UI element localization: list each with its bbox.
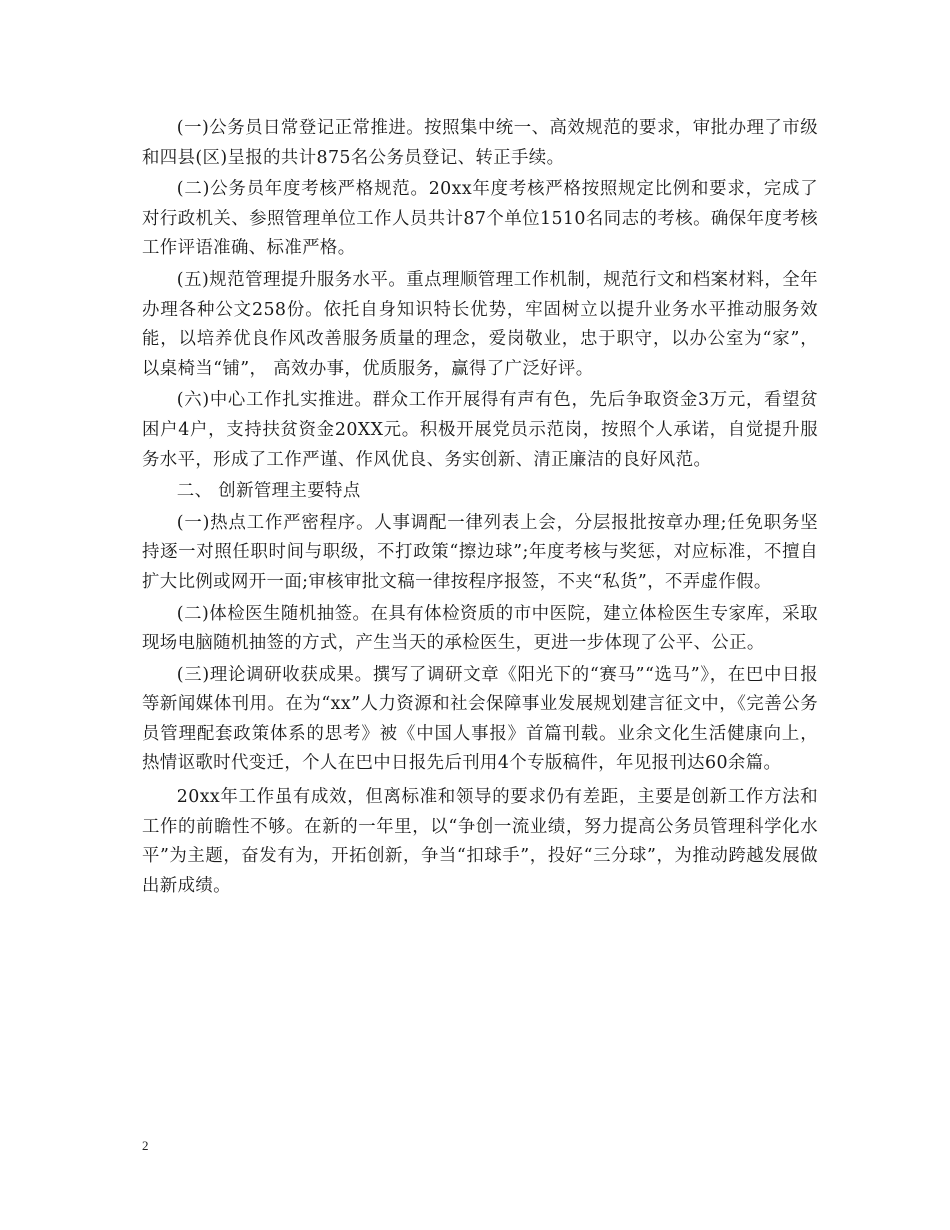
page-number: 2 bbox=[142, 1138, 149, 1153]
document-body bbox=[142, 114, 818, 903]
paragraph-service-management: (五)规范管理提升服务水平。重点理顺管理工作机制，规范行文和档案材料，全年办理各种公文258份。依托自身知识特长优势，牢固树立以提升业务水平推动服务效能，以培养优良作风改善服务质量的理念，爱岗敬业，忠于职守，以办公室为“家”，以桌椅当“铺”， 高效办事，优质服务，赢得了广泛好评。 bbox=[142, 269, 818, 379]
paragraph-strict-procedure: (一)热点工作严密程序。人事调配一律列表上会，分层报批按章办理;任免职务坚持逐一对照任职时间与职级，不打政策“擦边球”;年度考核与奖惩，对应标准，不擅自扩大比例或网开一面;审核审批文稿一律按程序报签，不夹“私货”，不弄虚作假。 bbox=[142, 512, 818, 592]
paragraph-central-work: (六)中心工作扎实推进。群众工作开展得有声有色，先后争取资金3万元，看望贫困户4户，支持扶贫资金20XX元。积极开展党员示范岗，按照个人承诺，自觉提升服务水平，形成了工作严谨、作风优良、务实创新、清正廉洁的良好风范。 bbox=[142, 390, 818, 470]
section-heading-innovation: 二、 创新管理主要特点 bbox=[176, 481, 361, 502]
paragraph-research-results: (三)理论调研收获成果。撰写了调研文章《阳光下的“赛马”“选马”》，在巴中日报等新闻媒体刊用。在为“xx”人力资源和社会保障事业发展规划建言征文中，《完善公务员管理配套政策体系的思考》被《中国人事报》首篇刊载。业余文化生活健康向上，热情讴歌时代变迁，个人在巴中日报先后刊用4个专版稿件，年见报刊达60余篇。 bbox=[142, 664, 818, 774]
paragraph-doctor-lottery: (二)体检医生随机抽签。在具有体检资质的市中医院，建立体检医生专家库，采取现场电脑随机抽签的方式，产生当天的承检医生，更进一步体现了公平、公正。 bbox=[142, 603, 818, 654]
paragraph-annual-assessment: (二)公务员年度考核严格规范。20xx年度考核严格按照规定比例和要求，完成了对行政机关、参照管理单位工作人员共计87个单位1510名同志的考核。确保年度考核工作评语准确、标准严格。 bbox=[142, 179, 818, 259]
paragraph-summary: 20xx年工作虽有成效，但离标准和领导的要求仍有差距，主要是创新工作方法和工作的前瞻性不够。在新的一年里，以“争创一流业绩，努力提高公务员管理科学化水平”为主题，奋发有为，开拓创新，争当“扣球手”，投好“三分球”，为推动跨越发展做出新成绩。 bbox=[142, 787, 818, 896]
paragraph-registration: (一)公务员日常登记正常推进。按照集中统一、高效规范的要求，审批办理了市级和四县(区)呈报的共计875名公务员登记、转正手续。 bbox=[142, 118, 818, 168]
